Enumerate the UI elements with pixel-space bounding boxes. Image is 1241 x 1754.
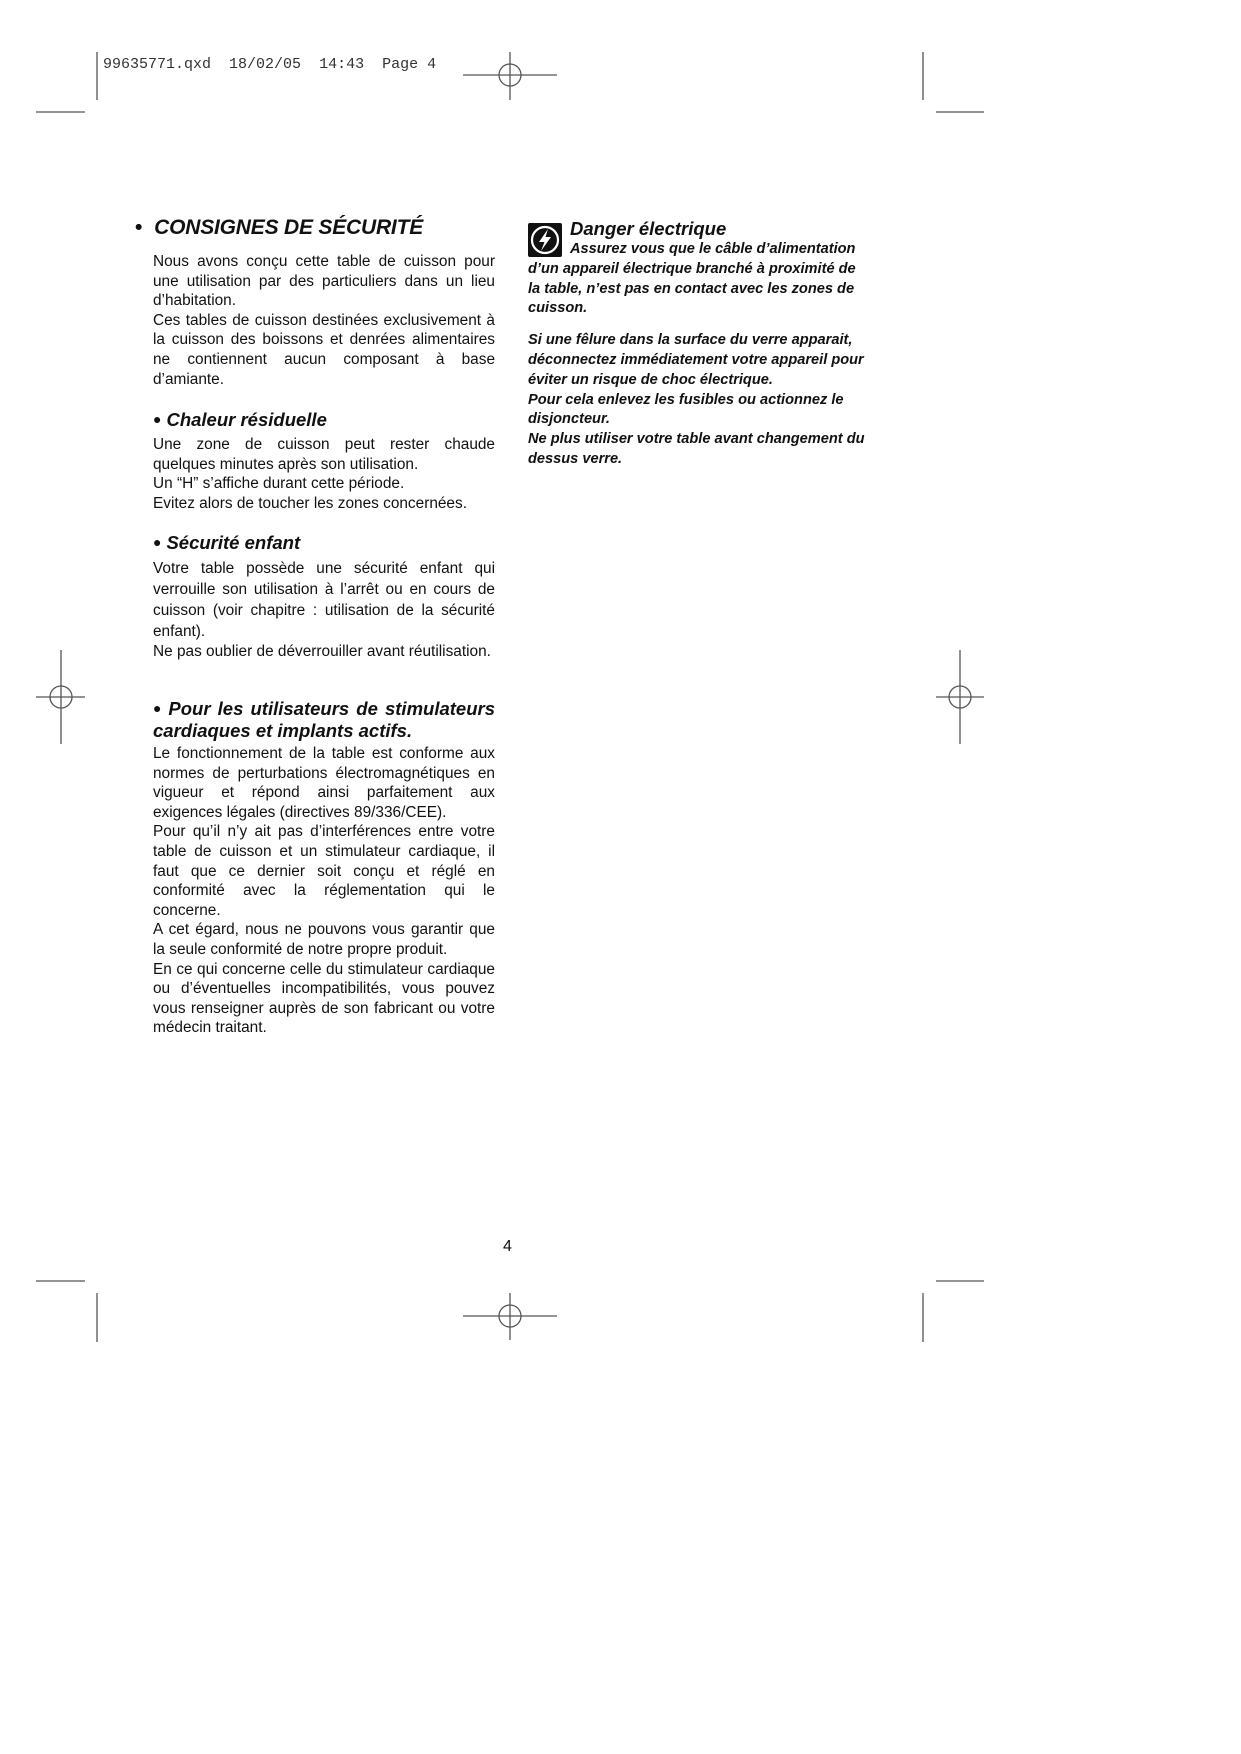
slug-filename: 99635771.qxd <box>103 56 212 73</box>
section-paragraph: Une zone de cuisson peut rester chaude quelques minutes après son utilisation. <box>153 436 495 473</box>
section-heading: ● Sécurité enfant <box>153 532 301 553</box>
bullet-icon: ● <box>153 534 162 550</box>
file-slug <box>103 56 436 73</box>
electric-hazard-icon <box>528 223 562 257</box>
page-title <box>135 216 423 240</box>
danger-paragraph: Assurez vous que le câble d’alimentation d’un appareil électrique branché à proximité de la table, n’est pas en contact avec les zones de cuisson. <box>528 241 856 317</box>
section-paragraph: En ce qui concerne celle du stimulateur cardiaque ou d’éventuelles incompatibilités, vous pouvez vous renseigner auprès de son fabricant ou votre médecin traitant. <box>153 960 495 1037</box>
bullet-icon: ● <box>153 411 162 427</box>
section-paragraph: Le fonctionnement de la table est conforme aux normes de perturbations électromagnétiques en vigueur et répond ainsi parfaitement aux exigences légales (directives 89/336/CEE). <box>153 745 495 821</box>
slug-time: 14:43 <box>319 56 365 73</box>
section-paragraph: Evitez alors de toucher les zones concernées. <box>153 494 467 512</box>
danger-section <box>528 218 870 470</box>
danger-paragraph: Pour cela enlevez les fusibles ou actionnez le disjoncteur. <box>528 391 844 428</box>
bullet-icon: • <box>135 216 143 239</box>
slug-page: Page 4 <box>382 56 437 73</box>
page-title-text: CONSIGNES DE SÉCURITÉ <box>154 216 423 239</box>
section-chaleur <box>153 408 495 513</box>
intro-paragraph: Nous avons conçu cette table de cuisson pour une utilisation par des particuliers dans un lieu d’habitation. <box>153 253 495 310</box>
section-heading: ● Chaleur résiduelle <box>153 409 327 430</box>
bullet-icon: ● <box>153 700 164 716</box>
page-number: 4 <box>503 1238 512 1255</box>
section-paragraph: A cet égard, nous ne pouvons vous garantir que la seule conformité de notre propre produit. <box>153 921 495 958</box>
intro-paragraph: Ces tables de cuisson destinées exclusivement à la cuisson des boissons et denrées alimentaires ne contiennent aucun composant à base d’amiante. <box>153 311 495 388</box>
slug-date: 18/02/05 <box>229 56 302 73</box>
section-stimulateurs <box>153 697 495 1038</box>
section-paragraph: Votre table possède une sécurité enfant qui verrouille son utilisation à l’arrêt ou en cours de cuisson (voir chapitre : utilisation de la sécurité enfant). <box>153 560 495 640</box>
danger-paragraph: Si une fêlure dans la surface du verre apparait, déconnectez immédiatement votre appareil pour éviter un risque de choc électrique. <box>528 332 864 388</box>
section-paragraph: Pour qu’il n’y ait pas d’interférences entre votre table de cuisson et un stimulateur cardiaque, il faut que ce dernier soit conçu et réglé en conformité avec la réglementation qui le concerne. <box>153 823 495 919</box>
section-paragraph: Ne pas oublier de déverrouiller avant réutilisation. <box>153 643 491 660</box>
intro-section <box>153 252 495 389</box>
danger-heading: Danger électrique <box>570 218 727 239</box>
section-enfant <box>153 531 495 662</box>
section-heading: ● Pour les utilisateurs de stimulateurs cardiaques et implants actifs. <box>153 698 495 741</box>
danger-paragraph: Ne plus utiliser votre table avant changement du dessus verre. <box>528 431 865 467</box>
section-paragraph: Un “H” s’affiche durant cette période. <box>153 475 405 493</box>
